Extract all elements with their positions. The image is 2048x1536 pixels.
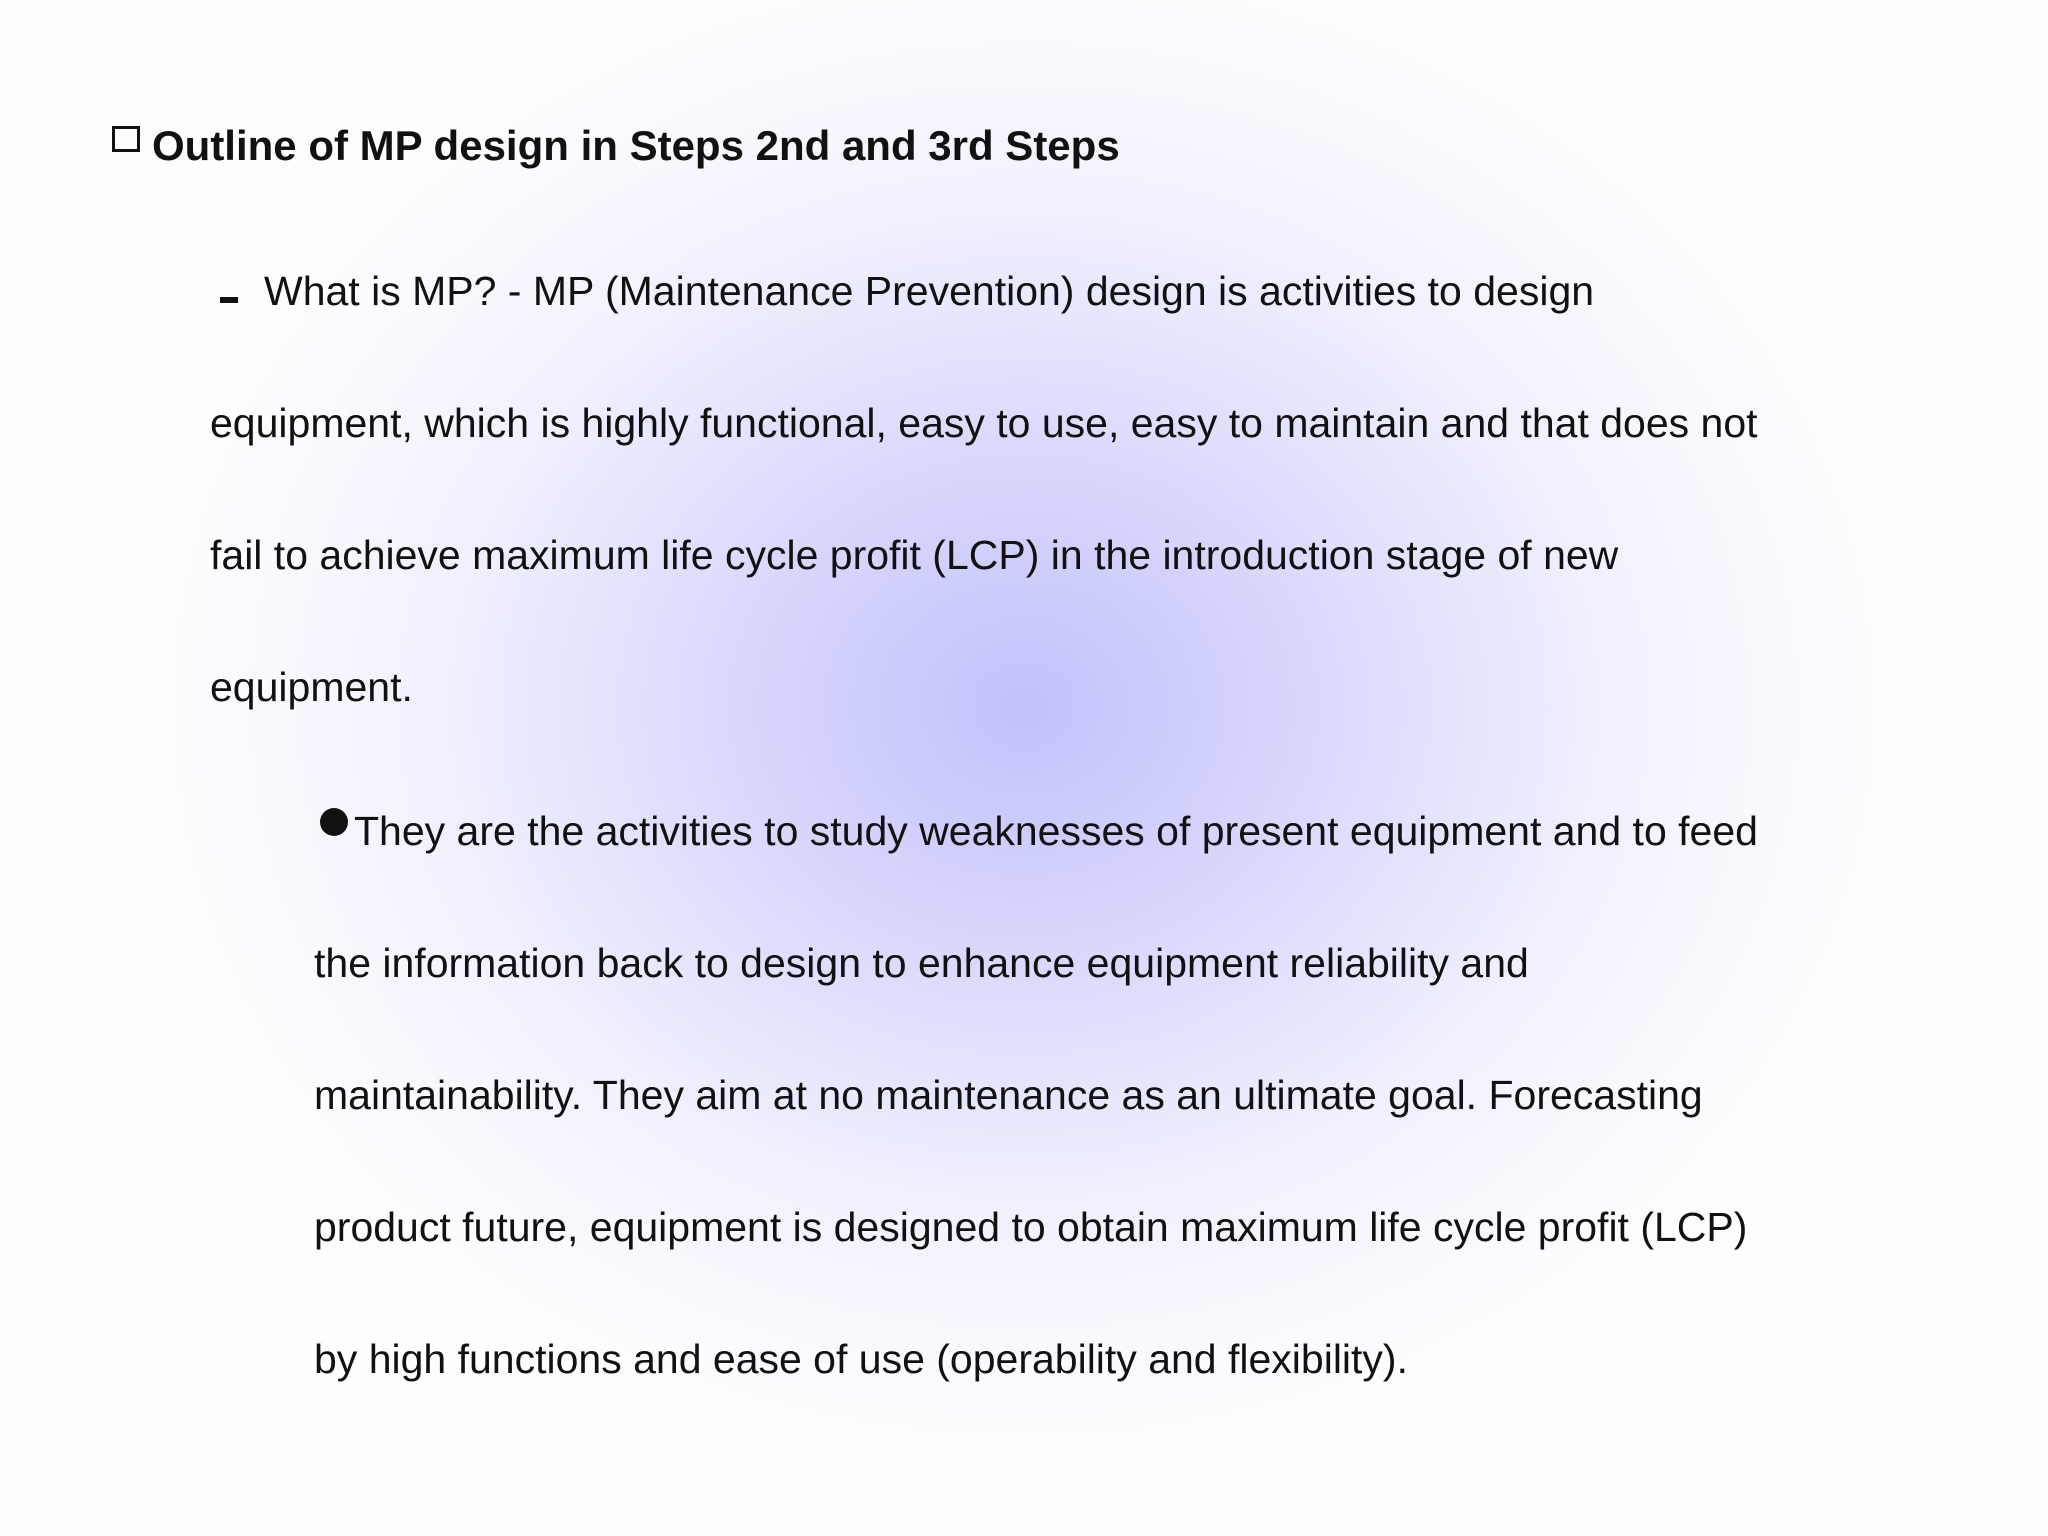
paragraph-activities [314,765,1974,1425]
dash-bullet-icon [220,297,238,303]
paragraph-line [314,765,1974,897]
title-row [112,118,1120,174]
paragraph-line: by high functions and ease of use (operability and flexibility). [314,1336,1408,1382]
filled-circle-bullet-icon [320,808,348,836]
paragraph-line: fail to achieve maximum life cycle profit (LCP) in the introduction stage of new [210,532,1619,578]
square-outline-icon [112,126,140,152]
slide-title: Outline of MP design in Steps 2nd and 3rd Steps [152,122,1120,169]
paragraph-line: equipment, which is highly functional, easy to use, easy to maintain and that does not [210,400,1758,446]
paragraph-line-text: They are the activities to study weaknesses of present equipment and to feed [354,808,1758,854]
paragraph-line: product future, equipment is designed to obtain maximum life cycle profit (LCP) [314,1204,1748,1250]
paragraph-line: equipment. [210,664,413,710]
paragraph-line [210,225,1970,357]
paragraph-line: maintainability. They aim at no maintenance as an ultimate goal. Forecasting [314,1072,1703,1118]
paragraph-line: the information back to design to enhance equipment reliability and [314,940,1529,986]
paragraph-line-text: What is MP? - MP (Maintenance Prevention) design is activities to design [264,268,1595,314]
paragraph-what-is-mp [210,225,1970,753]
